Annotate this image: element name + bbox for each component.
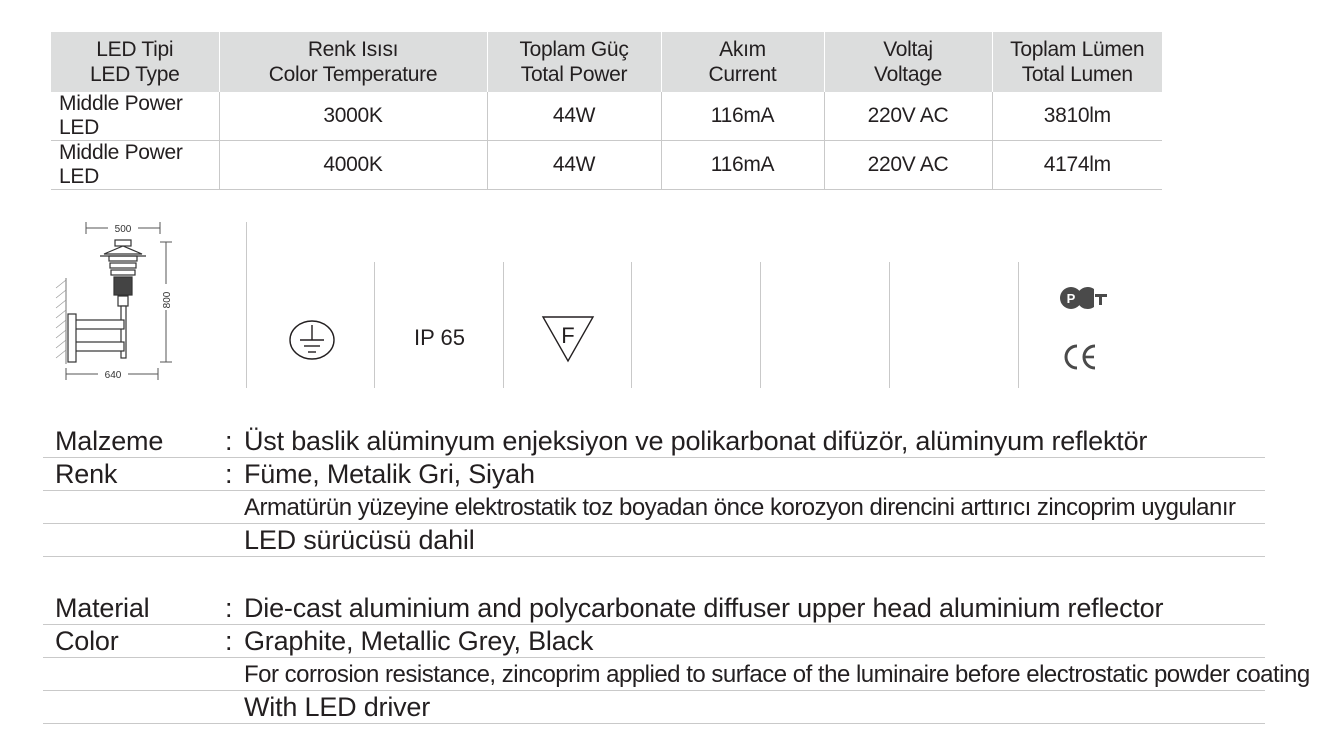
- cell-total-lumen: 3810lm: [992, 92, 1162, 141]
- desc-value: Füme, Metalik Gri, Siyah: [244, 459, 535, 489]
- svg-text:P: P: [1066, 291, 1076, 306]
- desc-value: Graphite, Metallic Grey, Black: [244, 626, 594, 656]
- desc-separator: :: [225, 426, 233, 456]
- ce-mark-icon: [1059, 342, 1103, 372]
- desc-row-coating-en: [43, 658, 1310, 691]
- desc-value: LED sürücüsü dahil: [244, 525, 475, 555]
- desc-row-coating-tr: [43, 491, 1265, 524]
- cell-total-power: 44W: [487, 92, 661, 141]
- desc-row-material-tr: [43, 425, 1265, 458]
- col-led-type: LED Tipi LED Type: [51, 32, 219, 92]
- divider: [631, 262, 632, 388]
- desc-label: Malzeme: [55, 426, 164, 456]
- wall-lamp-dimension-drawing: [52, 212, 182, 382]
- pct-certification-icon: [1058, 284, 1110, 312]
- desc-label: Color: [55, 626, 119, 656]
- col-current: Akım Current: [661, 32, 824, 92]
- desc-value: With LED driver: [244, 692, 431, 722]
- desc-row-driver-en: [43, 691, 1265, 724]
- desc-row-material-en: [43, 592, 1265, 625]
- divider: [1018, 262, 1019, 388]
- desc-label: Material: [55, 593, 150, 623]
- col-voltage: Voltaj Voltage: [824, 32, 992, 92]
- desc-value: Üst baslik alüminyum enjeksiyon ve polikarbonat difüzör, alüminyum reflektör: [244, 426, 1148, 456]
- desc-separator: :: [225, 459, 233, 489]
- desc-separator: :: [225, 626, 233, 656]
- cell-color-temperature: 4000K: [219, 141, 487, 190]
- cell-current: 116mA: [661, 92, 824, 141]
- cell-current: 116mA: [661, 141, 824, 190]
- spec-table: [51, 32, 1162, 190]
- table-row: [51, 141, 1162, 190]
- height-dimension-label: 800: [162, 291, 173, 309]
- cell-voltage: 220V AC: [824, 141, 992, 190]
- desc-label: Renk: [55, 459, 118, 489]
- f-mark-letter: F: [561, 323, 575, 348]
- desc-row-driver-tr: [43, 524, 1265, 557]
- cell-total-power: 44W: [487, 141, 661, 190]
- desc-separator: :: [225, 593, 233, 623]
- cell-color-temperature: 3000K: [219, 92, 487, 141]
- cell-voltage: 220V AC: [824, 92, 992, 141]
- desc-value: Die-cast aluminium and polycarbonate diffuser upper head aluminium reflector: [244, 593, 1164, 623]
- desc-value: For corrosion resistance, zincoprim applied to surface of the luminaire before electrostatic powder coating: [244, 661, 1310, 688]
- cell-led-type: Middle Power LED: [51, 141, 219, 190]
- divider: [374, 262, 375, 388]
- divider: [246, 222, 247, 388]
- divider: [889, 262, 890, 388]
- table-row: [51, 92, 1162, 141]
- desc-value: Armatürün yüzeyine elektrostatik toz boyadan önce korozyon direncini arttırıcı zincoprim uygulanır: [244, 494, 1236, 521]
- divider: [760, 262, 761, 388]
- col-color-temperature: Renk Isısı Color Temperature: [219, 32, 487, 92]
- ip-rating-label: IP 65: [414, 325, 465, 350]
- col-total-power: Toplam Güç Total Power: [487, 32, 661, 92]
- col-total-lumen: Toplam Lümen Total Lumen: [992, 32, 1162, 92]
- depth-dimension-label: 640: [104, 370, 122, 381]
- f-mark-icon: [541, 314, 595, 364]
- desc-row-color-en: [43, 625, 1265, 658]
- divider: [503, 262, 504, 388]
- desc-row-color-tr: [43, 458, 1265, 491]
- earth-ground-icon: [286, 318, 338, 362]
- spec-table-header: [51, 32, 1162, 92]
- width-dimension-label: 500: [114, 224, 132, 235]
- cell-led-type: Middle Power LED: [51, 92, 219, 141]
- cell-total-lumen: 4174lm: [992, 141, 1162, 190]
